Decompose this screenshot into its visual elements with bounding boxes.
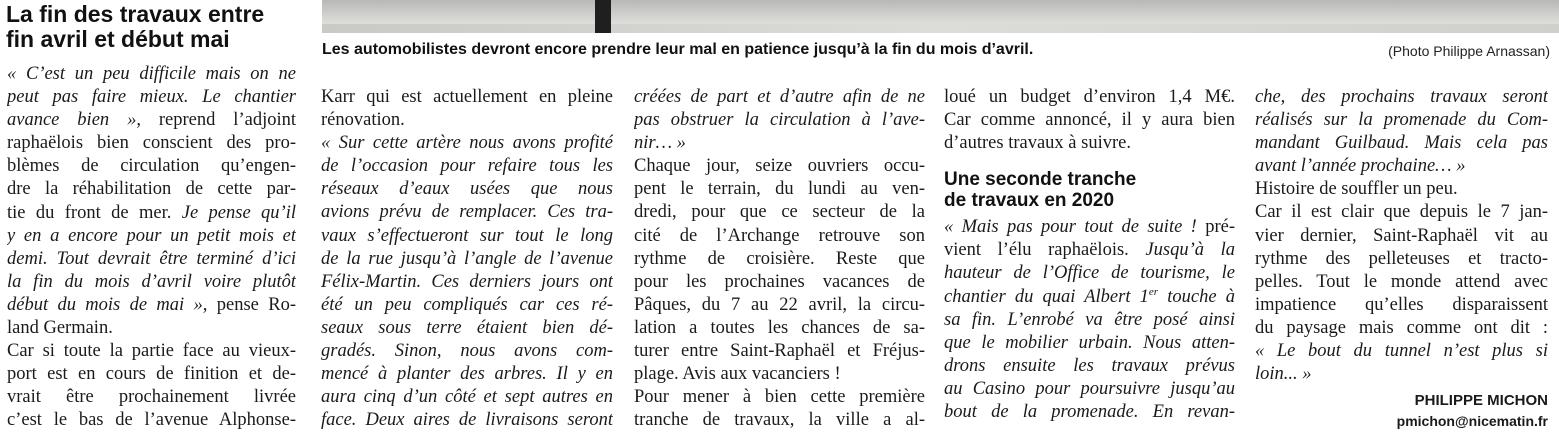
text-line: « Le bout du tunnel n’est plus si — [1255, 341, 1548, 362]
text-line — [944, 286, 1235, 309]
text-fragment: , reprend l’adjoint — [136, 110, 296, 131]
text-line: loué un budget d’environ 1,4 M€. — [944, 87, 1235, 107]
text-line: bout de la promenade. En revan- — [944, 402, 1235, 423]
text-line: avions prévu de remplacer. Ces tra- — [321, 202, 613, 223]
text-line: c’est le bas de l’avenue Alphonse- — [7, 410, 296, 431]
text-line: réalisés sur la promenade du Com- — [1255, 110, 1548, 131]
quote-fragment: avance bien » — [7, 110, 137, 131]
text-line: turer entre Saint-Raphaël et Fréjus- — [634, 341, 925, 362]
text-line: impatience qu’elles disparaissent — [1255, 294, 1548, 315]
text-line: Félix-Martin. Ces derniers jours ont — [321, 271, 613, 292]
text-fragment: , pense Ro- — [202, 294, 296, 315]
text-line: la fin du mois d’avril voire plutôt — [7, 271, 296, 292]
text-line: hauteur de l’Office de tourisme, le — [944, 263, 1235, 284]
quote-fragment: Jusqu’à la — [1145, 240, 1235, 261]
text-line: face. Deux aires de livraisons seront — [321, 410, 613, 431]
text-line: d’autres travaux à suivre. — [944, 133, 1131, 154]
text-line: Chaque jour, seize ouvriers occu- — [634, 156, 925, 177]
text-line: Pour mener à bien cette première — [634, 387, 925, 408]
text-line: été un peu compliqués car ces ré- — [321, 294, 613, 315]
text-line: dredi, pour que ce secteur de la — [634, 202, 925, 223]
text-line: raphaëlois bien conscient des pro- — [7, 133, 296, 154]
text-line: Histoire de souffler un peu. — [1255, 179, 1458, 200]
text-fragment: touche à — [1158, 286, 1235, 307]
text-line: Car il est clair que depuis le 7 jan- — [1255, 202, 1548, 223]
text-line: rénovation. — [321, 110, 405, 131]
photo-credit: (Photo Philippe Arnassan) — [1388, 43, 1550, 59]
article-column-4 — [944, 86, 1235, 424]
text-line: Karr qui est actuellement en pleine — [321, 87, 613, 107]
text-line: pas obstruer la circulation à l’ave- — [634, 110, 925, 131]
photo-ground — [322, 24, 1559, 33]
headline-line-2: fin avril et début mai — [6, 26, 230, 52]
text-line: vier dernier, Saint-Raphaël vit au — [1255, 225, 1548, 246]
subhead-line-1: Une seconde tranche — [944, 169, 1137, 191]
text-line: Car si toute la partie face au vieux- — [7, 341, 296, 362]
quote-fragment: « Mais pas pour tout de suite ! — [944, 217, 1206, 238]
article-photo — [322, 0, 1559, 33]
text-line: drons ensuite les travaux prévus — [944, 355, 1235, 376]
text-line — [7, 294, 296, 317]
text-line: blèmes de circulation qu’engen- — [7, 156, 296, 177]
text-line: demi. Tout devrait être terminé d’ici — [7, 248, 296, 269]
quote-fragment: début du mois de mai » — [7, 294, 203, 315]
article-column-1 — [7, 63, 296, 433]
text-line — [944, 239, 1235, 262]
text-line: de l’occasion pour refaire tous les — [321, 156, 613, 177]
author-email[interactable]: pmichon@nicematin.fr — [1396, 413, 1548, 430]
text-fragment: vient l’élu raphaëlois. — [944, 240, 1146, 261]
text-line — [944, 216, 1235, 239]
article-headline — [6, 2, 306, 52]
text-line: port est en cours de finition et de- — [7, 364, 296, 385]
text-line: Pâques, du 7 au 22 avril, la circu- — [634, 294, 925, 315]
text-line: land Germain. — [7, 318, 113, 339]
article-column-2 — [321, 86, 613, 432]
text-line: « Sur cette artère nous avons profité — [321, 133, 613, 154]
text-line: pour les prochaines vacances de — [634, 271, 925, 292]
text-line — [7, 109, 296, 132]
text-line: mandant Guilbaud. Mais cela pas — [1255, 133, 1548, 154]
text-line: rythme de croisière. Reste que — [634, 248, 925, 269]
text-line: avant l’année prochaine… » — [1255, 156, 1466, 177]
text-line: rythme des pelleteuses et tracto- — [1255, 248, 1548, 269]
text-line: peut pas faire mieux. Le chantier — [7, 87, 296, 108]
text-line: y en a encore pour un petit mois et — [7, 225, 296, 246]
text-line: tranche de travaux, la ville a al- — [634, 410, 925, 431]
text-line: pent le terrain, du lundi au ven- — [634, 179, 925, 200]
text-line: de la rue jusqu’à l’angle de l’avenue — [321, 248, 613, 269]
superscript: er — [1148, 285, 1159, 298]
text-line: dre la réhabilitation de cette par- — [7, 179, 296, 200]
subhead-line-2: de travaux en 2020 — [944, 190, 1115, 212]
text-line: « C’est un peu difficile mais on ne — [7, 64, 296, 84]
text-line: pelles. Tout le monde attend avec — [1255, 271, 1548, 292]
article-column-3 — [634, 86, 925, 432]
text-line: lation a toutes les chances de sa- — [634, 317, 925, 338]
text-line: créées de part et d’autre afin de ne — [634, 87, 925, 107]
text-line: sa fin. L’enrobé va être posé ainsi — [944, 309, 1235, 330]
text-fragment: pré- — [1205, 217, 1235, 238]
text-line: réseaux d’eaux usées que nous — [321, 179, 613, 200]
photo-caption: Les automobilistes devront encore prendre leur mal en patience jusqu’à la fin du mois d’avril. — [322, 41, 1034, 58]
text-line: mencé à planter des arbres. Il y en — [321, 364, 613, 385]
text-line: seaux sous terre étaient bien dé- — [321, 317, 613, 338]
text-line — [7, 202, 296, 225]
photo-pole — [595, 0, 611, 33]
text-line: au Casino pour poursuivre jusqu’au — [944, 378, 1235, 399]
text-line: aura cinq d’un côté et sept autres en — [321, 387, 613, 408]
text-line: cité de l’Archange retrouve son — [634, 225, 925, 246]
text-line: nir… » — [634, 133, 686, 154]
text-fragment: tie du front de mer. — [7, 202, 182, 223]
text-line: du paysage mais comme ont dit : — [1255, 317, 1548, 338]
text-line: plage. Avis aux vacanciers ! — [634, 364, 841, 385]
text-line: che, des prochains travaux seront — [1255, 87, 1548, 107]
headline-line-1: La fin des travaux entre — [6, 1, 265, 27]
text-line: gradés. Sinon, nous avons com- — [321, 341, 613, 362]
article-column-5 — [1255, 86, 1548, 431]
text-line: vrait être prochainement livrée — [7, 387, 296, 408]
text-line: vaux s’effectueront sur tout le long — [321, 225, 613, 246]
text-line: Car comme annoncé, il y aura bien — [944, 110, 1235, 131]
text-line: que le mobilier urbain. Nous atten- — [944, 332, 1235, 353]
author-name: PHILIPPE MICHON — [1414, 392, 1548, 410]
quote-fragment: Je pense qu’il — [181, 202, 296, 223]
text-fragment: chantier du quai Albert 1 — [944, 286, 1149, 307]
section-subhead — [944, 169, 1235, 211]
text-line: loin... » — [1255, 364, 1312, 385]
